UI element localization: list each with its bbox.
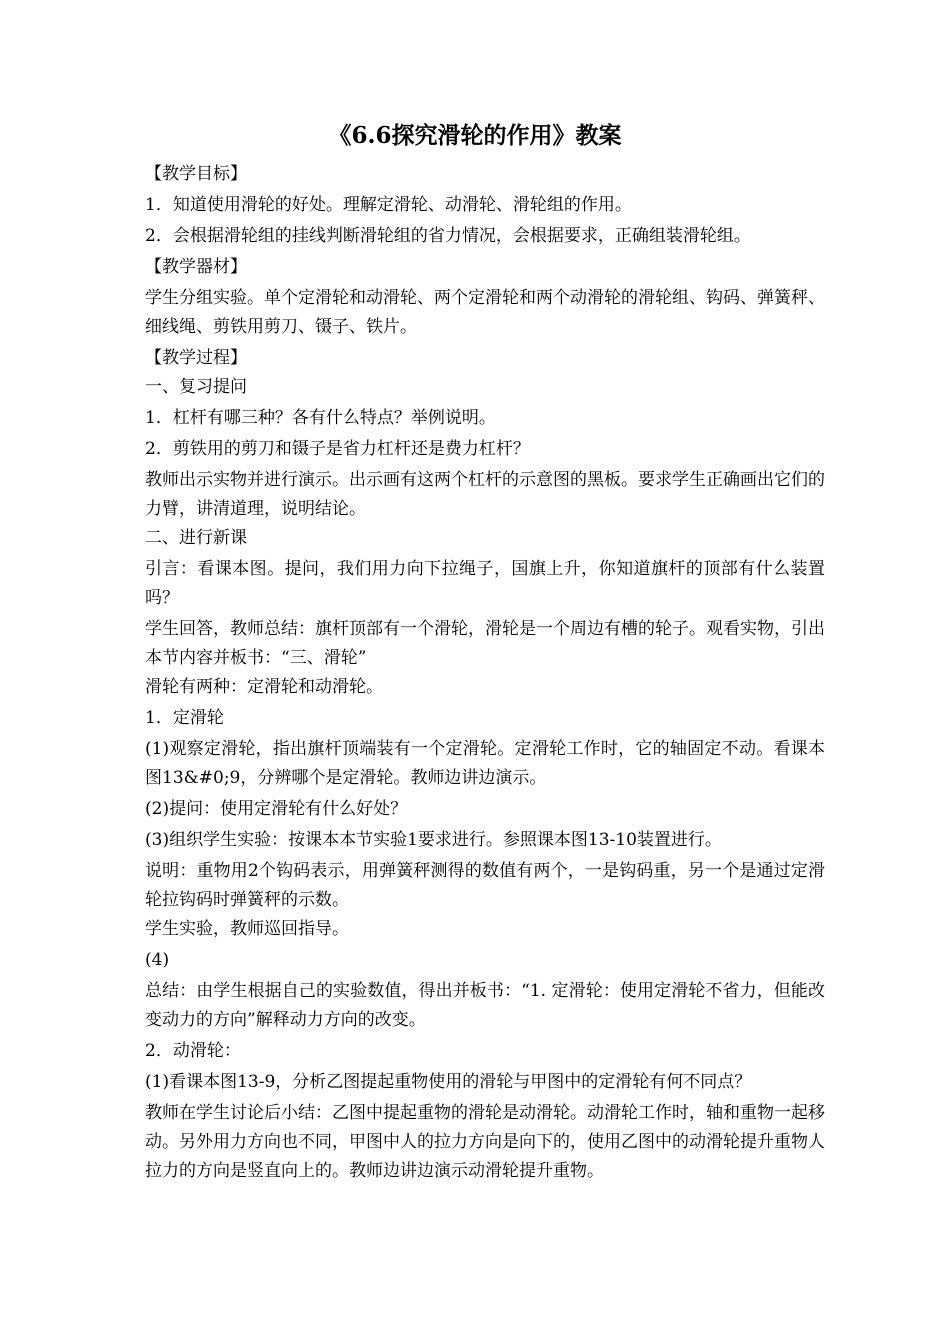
paragraph: 2．剪铁用的剪刀和镊子是省力杠杆还是费力杠杆？: [145, 439, 530, 459]
document-body: [145, 158, 825, 1186]
paragraph: 学生回答，教师总结：旗杆顶部有一个滑轮，滑轮是一个周边有槽的轮子。观看实物，引出本节内容并板书：“三、滑轮”: [145, 619, 825, 668]
paragraph: (3)组织学生实验：按课本本节实验1要求进行。参照课本图13-10装置进行。: [145, 830, 722, 850]
subsection-heading-fixed-pulley: 1．定滑轮: [145, 708, 224, 728]
paragraph: 教师在学生讨论后小结：乙图中提起重物的滑轮是动滑轮。动滑轮工作时，轴和重物一起移动。另外用力方向也不同，甲图中人的拉力方向是向下的，使用乙图中的动滑轮提升重物人拉力的方向是竖直向上的。教师边讲边演示动滑轮提升重物。: [145, 1103, 825, 1181]
paragraph: 2．会根据滑轮组的挂线判断滑轮组的省力情况，会根据要求，正确组装滑轮组。: [145, 226, 751, 246]
paragraph: (2)提问：使用定滑轮有什么好处？: [145, 799, 408, 819]
subsection-heading-review: 一、复习提问: [145, 377, 247, 397]
paragraph: (1)看课本图13-9，分析乙图提起重物使用的滑轮与甲图中的定滑轮有何不同点？: [145, 1072, 752, 1092]
paragraph: (1)观察定滑轮，指出旗杆顶端装有一个定滑轮。定滑轮工作时，它的轴固定不动。看课本图13&#0;9，分辨哪个是定滑轮。教师边讲边演示。: [145, 739, 825, 788]
section-heading-objectives: 【教学目标】: [145, 164, 247, 184]
paragraph: (4): [145, 950, 170, 970]
paragraph: 总结：由学生根据自己的实验数值，得出并板书：“1. 定滑轮：使用定滑轮不省力，但能改变动力的方向”解释动力方向的改变。: [145, 981, 825, 1030]
paragraph: 教师出示实物并进行演示。出示画有这两个杠杆的示意图的黑板。要求学生正确画出它们的力臂，讲清道理，说明结论。: [145, 470, 825, 519]
paragraph: 滑轮有两种：定滑轮和动滑轮。: [145, 677, 383, 697]
paragraph: 1．杠杆有哪三种？各有什么特点？举例说明。: [145, 408, 496, 428]
section-heading-equipment: 【教学器材】: [145, 257, 247, 277]
paragraph: 说明：重物用2个钩码表示，用弹簧秤测得的数值有两个，一是钩码重，另一个是通过定滑轮拉钩码时弹簧秤的示数。: [145, 861, 825, 910]
document-title: 《6.6探究滑轮的作用》教案: [328, 122, 622, 149]
subsection-heading-new-lesson: 二、进行新课: [145, 528, 247, 548]
paragraph: 学生分组实验。单个定滑轮和动滑轮、两个定滑轮和两个动滑轮的滑轮组、钩码、弹簧秤、细线绳、剪铁用剪刀、镊子、铁片。: [145, 288, 825, 337]
paragraph: 学生实验，教师巡回指导。: [145, 919, 349, 939]
subsection-heading-movable-pulley: 2．动滑轮：: [145, 1041, 241, 1061]
paragraph: 引言：看课本图。提问，我们用力向下拉绳子，国旗上升，你知道旗杆的顶部有什么装置吗？: [145, 559, 825, 608]
section-heading-process: 【教学过程】: [145, 348, 247, 368]
paragraph: 1．知道使用滑轮的好处。理解定滑轮、动滑轮、滑轮组的作用。: [145, 195, 632, 215]
